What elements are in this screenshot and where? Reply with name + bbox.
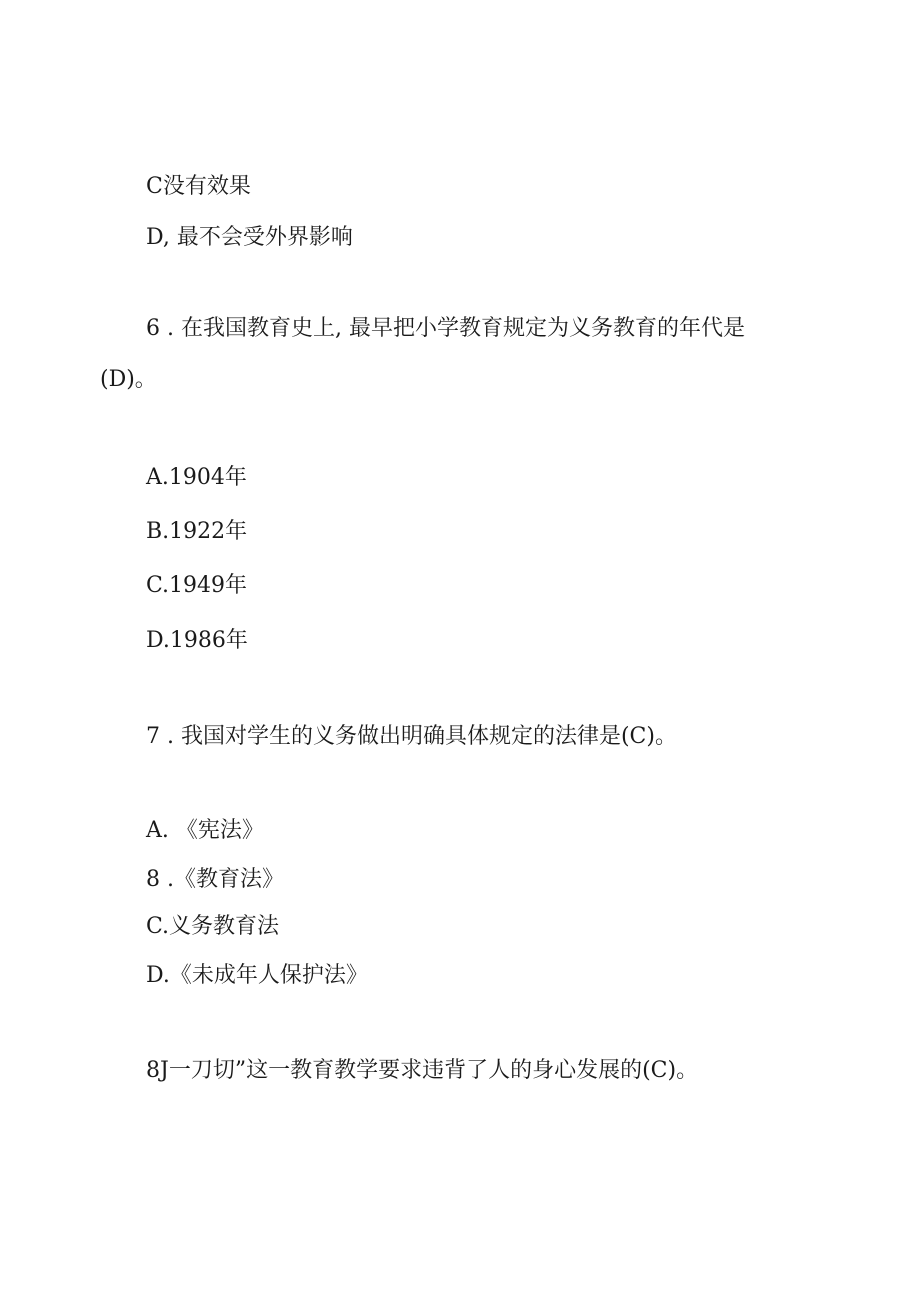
option-d-external-influence: D, 最不会受外界影响 bbox=[146, 225, 353, 250]
question-8-text: 8J一刀切”这一教育教学要求违背了人的身心发展的(C)。 bbox=[146, 1058, 699, 1083]
question-7-option-c: C.义务教育法 bbox=[146, 914, 280, 939]
question-6-option-b: B.1922年 bbox=[146, 519, 248, 544]
question-6-option-d: D.1986年 bbox=[146, 628, 248, 653]
question-6-option-a: A.1904年 bbox=[146, 465, 247, 490]
question-7-option-b: 8 .《教育法》 bbox=[146, 867, 284, 892]
question-6-text: 6 . 在我国教育史上, 最早把小学教育规定为义务教育的年代是 bbox=[146, 316, 745, 341]
question-6-option-c: C.1949年 bbox=[146, 573, 248, 598]
question-6-answer: (D)。 bbox=[100, 367, 157, 392]
question-7-option-d: D.《未成年人保护法》 bbox=[146, 963, 368, 988]
option-c-no-effect: C没有效果 bbox=[146, 174, 251, 199]
question-7-option-a: A. 《宪法》 bbox=[146, 818, 264, 843]
question-7-text: 7 . 我国对学生的义务做出明确具体规定的法律是(C)。 bbox=[146, 724, 677, 749]
